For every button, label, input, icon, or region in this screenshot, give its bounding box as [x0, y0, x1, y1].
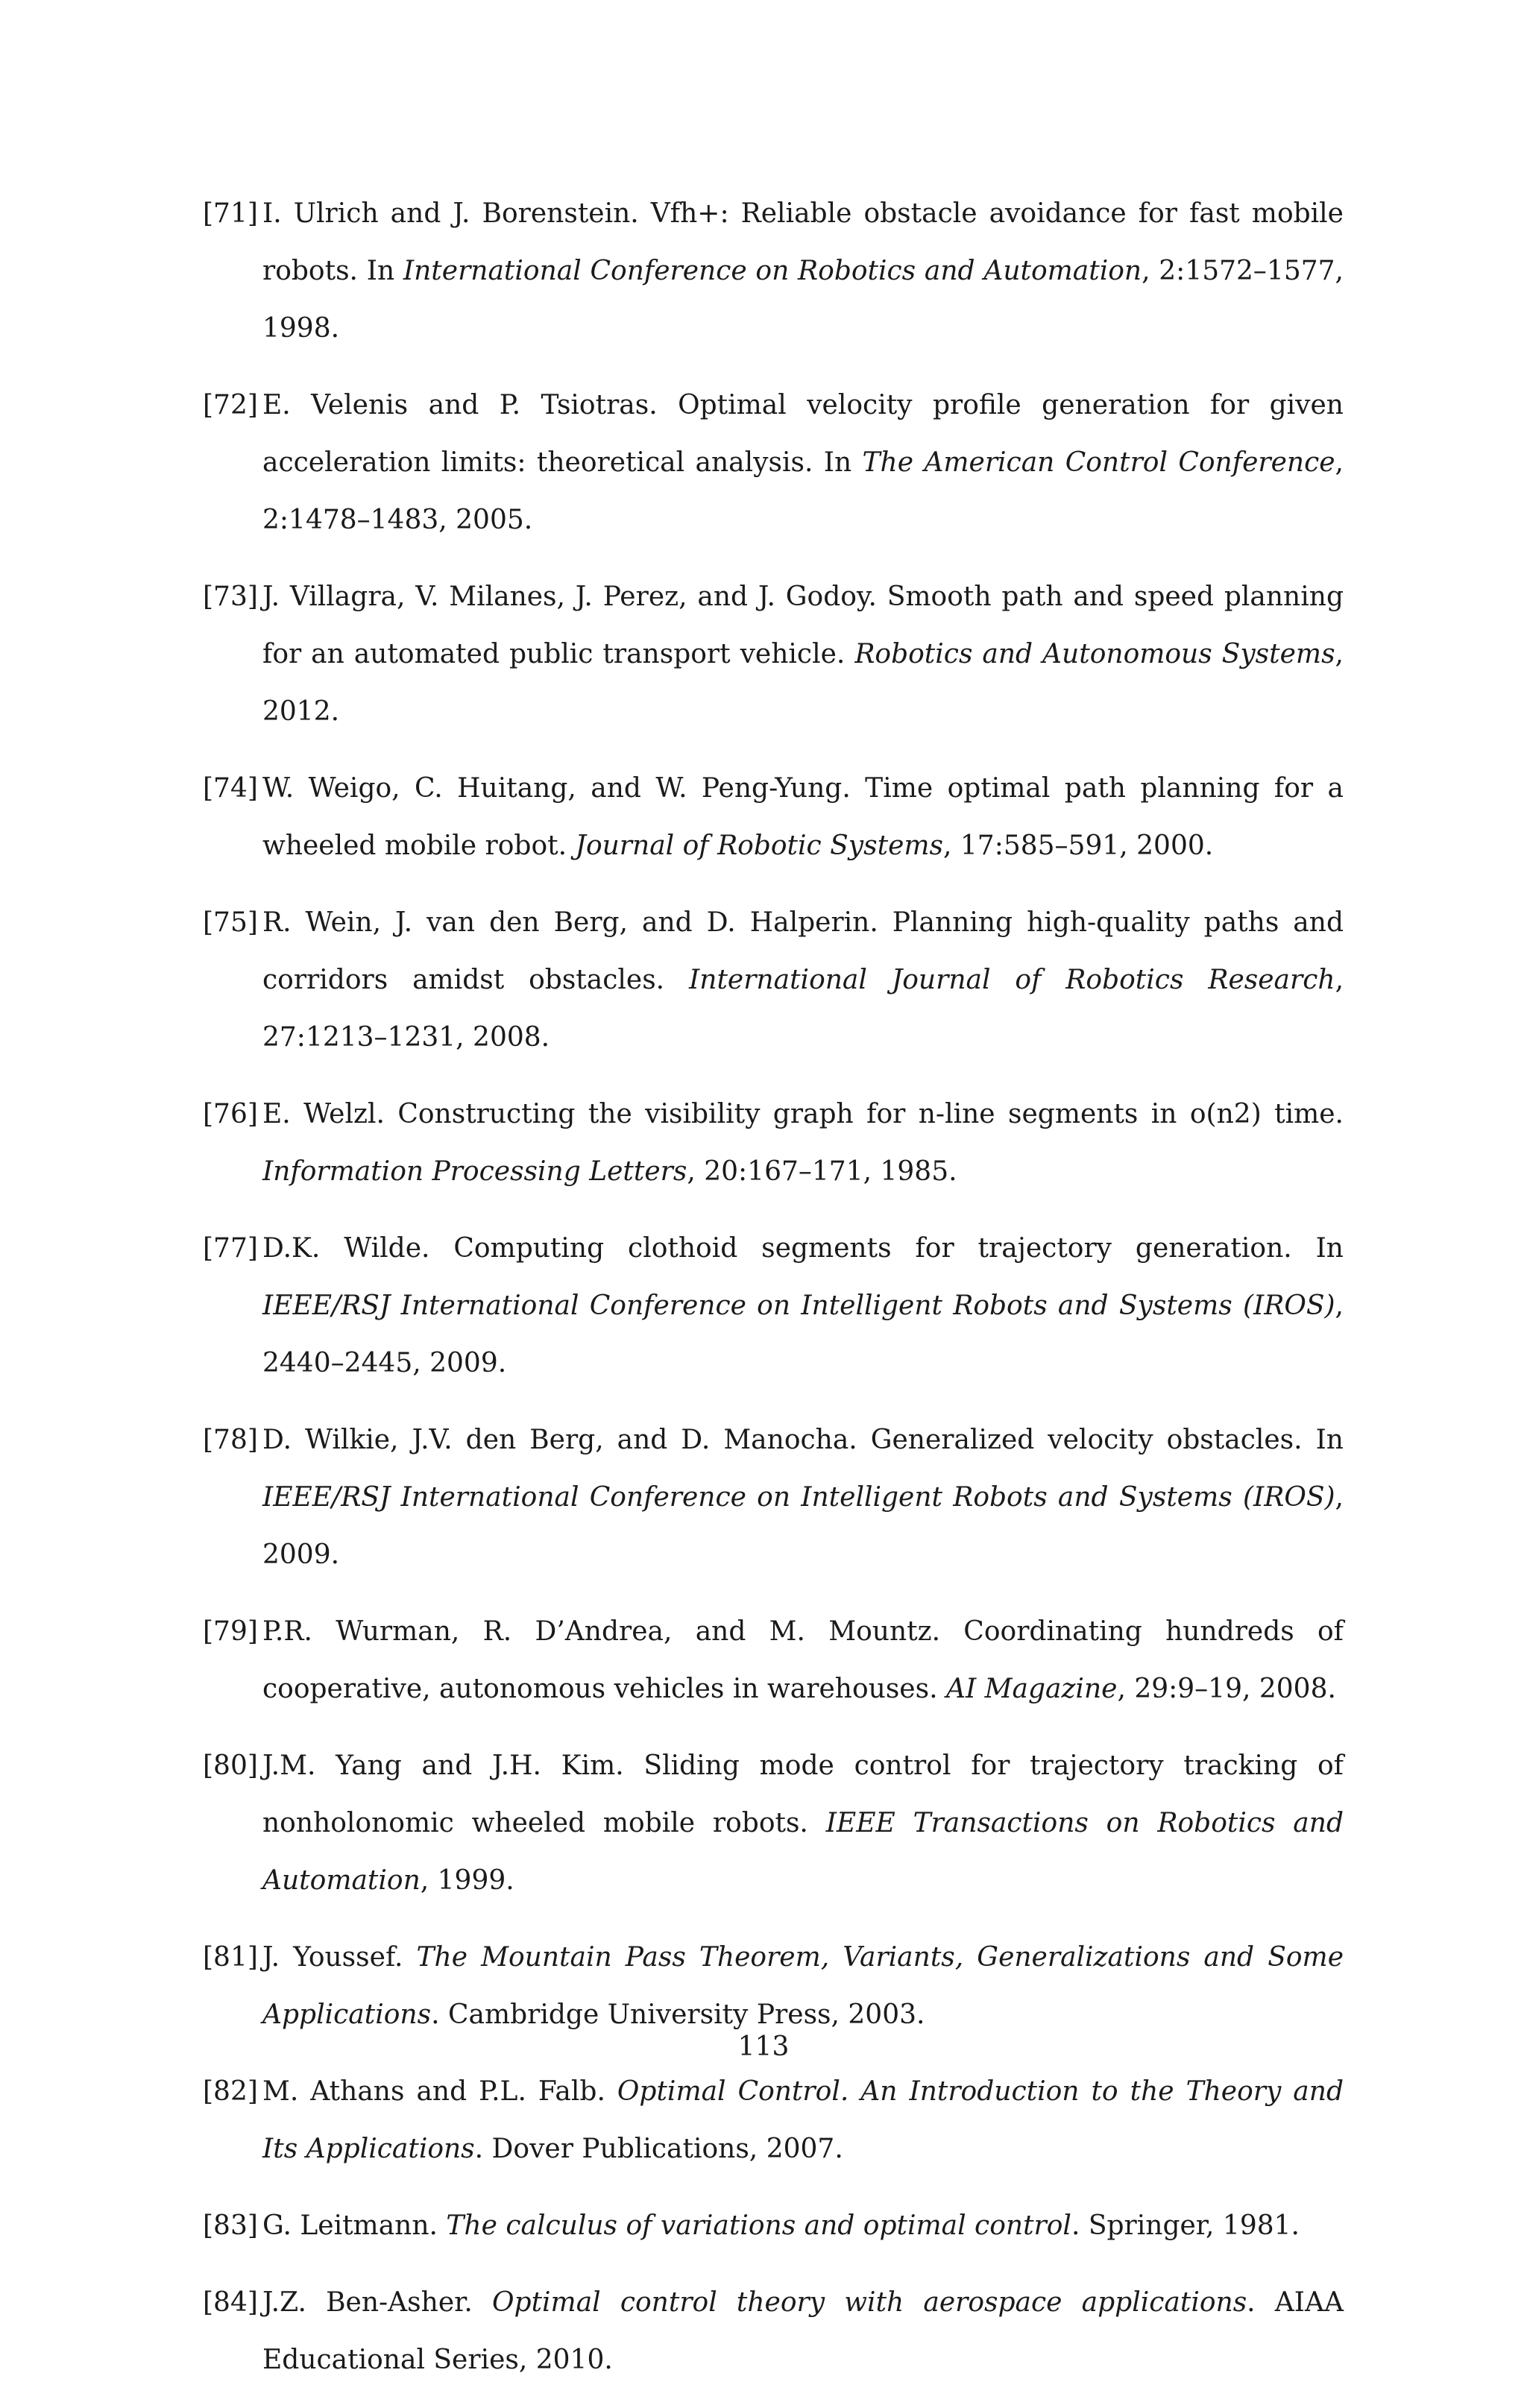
reference-venue: Robotics and Autonomous Systems: [854, 639, 1335, 669]
reference-item: [203, 2063, 1344, 2178]
reference-details: , 2009.: [262, 1482, 1344, 1570]
reference-number: [83]: [203, 2210, 258, 2241]
reference-text: [262, 894, 1344, 1066]
reference-authors-title: P.R. Wurman, R. D’Andrea, and M. Mountz. Coordinating hundreds of cooperative, autonomous vehicles in warehouses.: [262, 1616, 1344, 1704]
reference-text: [262, 1411, 1344, 1583]
reference-authors-title: I. Ulrich and J. Borenstein. Vfh+: Reliable obstacle avoidance for fast mobile robots. In: [262, 198, 1344, 286]
reference-details: . AIAA Educational Series, 2010.: [262, 2287, 1344, 2375]
reference-venue: The calculus of variations and optimal control: [446, 2210, 1071, 2241]
reference-number: [76]: [203, 1099, 258, 1129]
reference-details: . Cambridge University Press, 2003.: [431, 1999, 925, 2030]
reference-item: [203, 1603, 1344, 1718]
reference-authors-title: W. Weigo, C. Huitang, and W. Peng-Yung. Time optimal path planning for a wheeled mobile robot.: [262, 773, 1344, 861]
reference-authors-title: E. Velenis and P. Tsiotras. Optimal velocity profile generation for given acceleration limits: theoretical analysis. In: [262, 390, 1344, 478]
reference-venue: Information Processing Letters: [262, 1156, 687, 1187]
reference-details: , 29:9–19, 2008.: [1117, 1674, 1336, 1704]
reference-text: [262, 2197, 1344, 2254]
reference-venue: Optimal Control. An Introduction to the Theory and Its Applications: [262, 2076, 1344, 2164]
reference-number: [81]: [203, 1942, 258, 1973]
reference-venue: International Conference on Robotics and Automation: [403, 256, 1142, 286]
reference-venue: AI Magazine: [945, 1674, 1118, 1704]
reference-details: . Springer, 1981.: [1071, 2210, 1300, 2241]
reference-item: [203, 1737, 1344, 1909]
reference-authors-title: J.Z. Ben-Asher.: [262, 2287, 493, 2318]
reference-details: , 2440–2445, 2009.: [262, 1290, 1344, 1378]
reference-venue: International Journal of Robotics Research: [689, 965, 1335, 995]
reference-venue: Journal of Robotic Systems: [575, 830, 944, 861]
reference-venue: IEEE/RSJ International Conference on Intelligent Robots and Systems (IROS): [262, 1290, 1335, 1321]
reference-item: [203, 1411, 1344, 1583]
page-number: 113: [737, 2032, 790, 2062]
reference-venue: IEEE Transactions on Robotics and Automation: [262, 1808, 1344, 1896]
reference-number: [74]: [203, 773, 258, 804]
reference-item: [203, 2274, 1344, 2389]
reference-text: [262, 760, 1344, 874]
reference-details: , 17:585–591, 2000.: [943, 830, 1214, 861]
reference-details: , 27:1213–1231, 2008.: [262, 965, 1344, 1053]
reference-details: , 2:1478–1483, 2005.: [262, 447, 1344, 535]
reference-item: [203, 760, 1344, 874]
reference-list: [203, 185, 1344, 2408]
reference-number: [84]: [203, 2287, 258, 2318]
reference-venue: The Mountain Pass Theorem, Variants, Generalizations and Some Applications: [262, 1942, 1344, 2030]
reference-item: [203, 185, 1344, 357]
reference-authors-title: R. Wein, J. van den Berg, and D. Halperin. Planning high-quality paths and corridors amidst obstacles.: [262, 907, 1344, 995]
reference-authors-title: J. Youssef.: [262, 1942, 417, 1973]
reference-text: [262, 1603, 1344, 1718]
reference-number: [72]: [203, 390, 258, 420]
reference-item: [203, 2197, 1344, 2254]
reference-number: [82]: [203, 2076, 258, 2107]
reference-item: [203, 568, 1344, 740]
reference-venue: IEEE/RSJ International Conference on Intelligent Robots and Systems (IROS): [262, 1482, 1335, 1513]
reference-authors-title: D.K. Wilde. Computing clothoid segments for trajectory generation. In: [262, 1233, 1344, 1264]
reference-item: [203, 894, 1344, 1066]
reference-item: [203, 1220, 1344, 1392]
reference-number: [73]: [203, 581, 258, 612]
reference-text: [262, 568, 1344, 740]
reference-number: [79]: [203, 1616, 258, 1647]
reference-item: [203, 376, 1344, 549]
reference-text: [262, 376, 1344, 549]
reference-authors-title: M. Athans and P.L. Falb.: [262, 2076, 617, 2107]
reference-number: [80]: [203, 1750, 258, 1781]
reference-details: . Dover Publications, 2007.: [474, 2134, 843, 2164]
reference-number: [71]: [203, 198, 258, 229]
reference-authors-title: G. Leitmann.: [262, 2210, 447, 2241]
reference-text: [262, 1085, 1344, 1200]
reference-details: , 2012.: [262, 639, 1344, 727]
reference-number: [75]: [203, 907, 258, 938]
reference-number: [77]: [203, 1233, 258, 1264]
reference-authors-title: D. Wilkie, J.V. den Berg, and D. Manocha. Generalized velocity obstacles. In: [262, 1425, 1344, 1455]
reference-text: [262, 2063, 1344, 2178]
reference-venue: Optimal control theory with aerospace applications: [492, 2287, 1247, 2318]
reference-text: [262, 185, 1344, 357]
reference-venue: The American Control Conference: [862, 447, 1335, 478]
reference-item: [203, 1085, 1344, 1200]
reference-details: , 20:167–171, 1985.: [687, 1156, 957, 1187]
reference-details: , 2:1572–1577, 1998.: [262, 256, 1344, 344]
reference-authors-title: J. Villagra, V. Milanes, J. Perez, and J. Godoy. Smooth path and speed planning for an automated public transport vehicle.: [262, 581, 1344, 669]
reference-authors-title: J.M. Yang and J.H. Kim. Sliding mode control for trajectory tracking of nonholonomic wheeled mobile robots.: [262, 1750, 1344, 1838]
reference-text: [262, 1737, 1344, 1909]
reference-text: [262, 2274, 1344, 2389]
reference-details: , 1999.: [420, 1865, 514, 1896]
reference-number: [78]: [203, 1425, 258, 1455]
reference-authors-title: E. Welzl. Constructing the visibility graph for n-line segments in o(n2) time.: [262, 1099, 1344, 1129]
reference-text: [262, 1220, 1344, 1392]
